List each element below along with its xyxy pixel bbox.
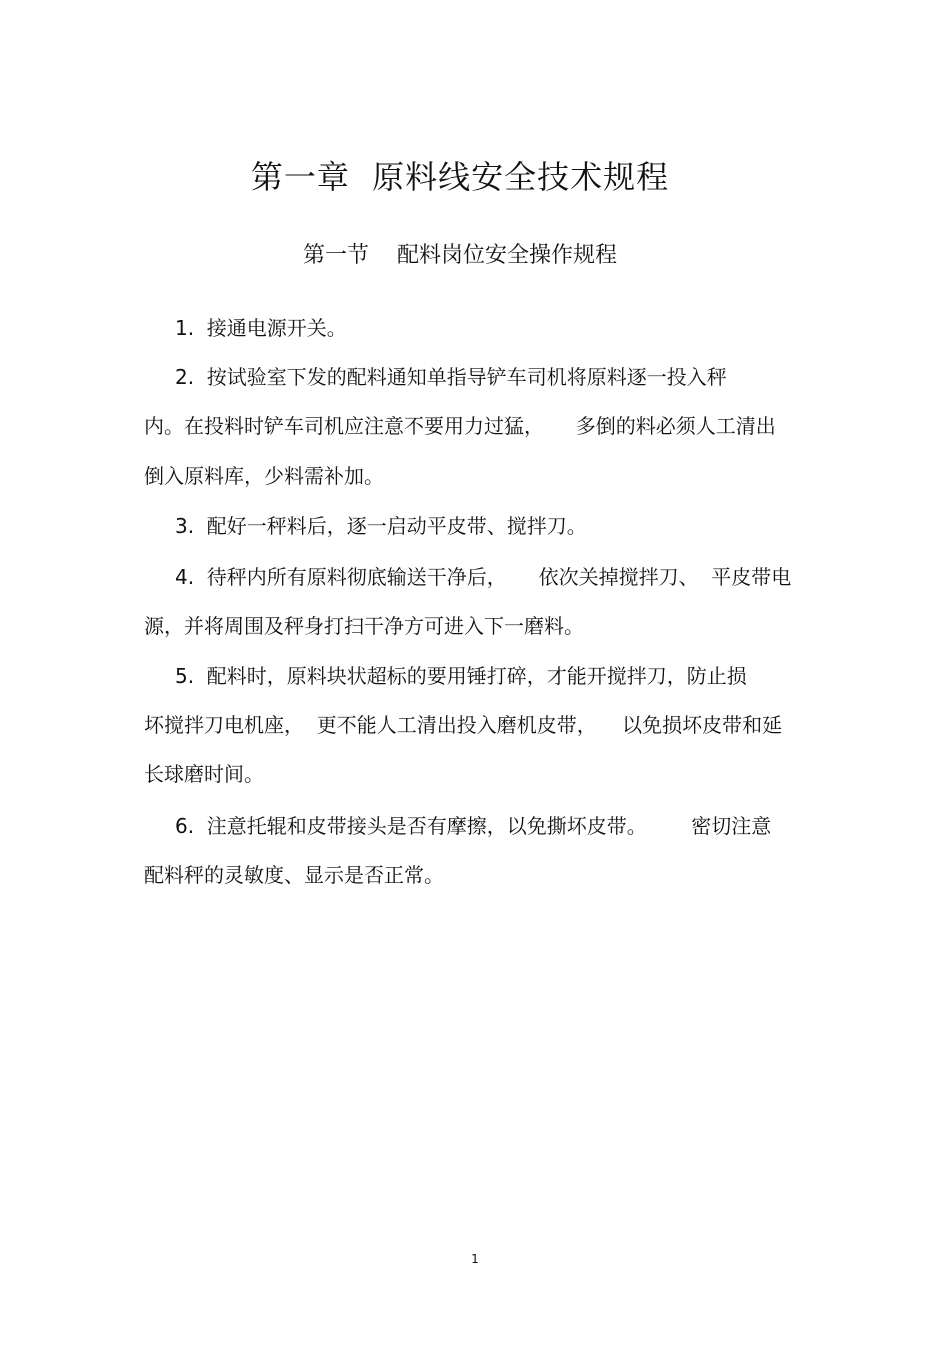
chapter-title: 第一章 原料线安全技术规程	[250, 158, 670, 196]
item-4-line-2: 源，并将周围及秤身打扫干净方可进入下一磨料。	[144, 614, 584, 638]
item-2-line-3: 倒入原料库，少料需补加。	[144, 464, 384, 488]
item-5-line-3: 长球磨时间。	[144, 762, 264, 786]
item-1-line-1: 1. 接通电源开关。	[175, 316, 347, 340]
item-5-line-2: 坏搅拌刀电机座， 更不能人工清出投入磨机皮带， 以免损坏皮带和延	[144, 713, 783, 737]
item-3-line-1: 3. 配好一秤料后，逐一启动平皮带、搅拌刀。	[175, 514, 587, 538]
item-2-line-1: 2. 按试验室下发的配料通知单指导铲车司机将原料逐一投入秤	[175, 365, 727, 389]
item-5-line-1: 5. 配料时，原料块状超标的要用锤打碎，才能开搅拌刀，防止损	[175, 664, 747, 688]
page-number: 1	[471, 1252, 479, 1266]
section-title: 第一节 配料岗位安全操作规程	[303, 243, 617, 268]
item-4-line-1: 4. 待秤内所有原料彻底输送干净后， 依次关掉搅拌刀、 平皮带电	[175, 565, 792, 589]
item-2-line-2: 内。在投料时铲车司机应注意不要用力过猛， 多倒的料必须人工清出	[144, 414, 776, 438]
item-6-line-2: 配料秤的灵敏度、显示是否正常。	[144, 863, 444, 887]
item-6-line-1: 6. 注意托辊和皮带接头是否有摩擦，以免撕坏皮带。 密切注意	[175, 814, 772, 838]
